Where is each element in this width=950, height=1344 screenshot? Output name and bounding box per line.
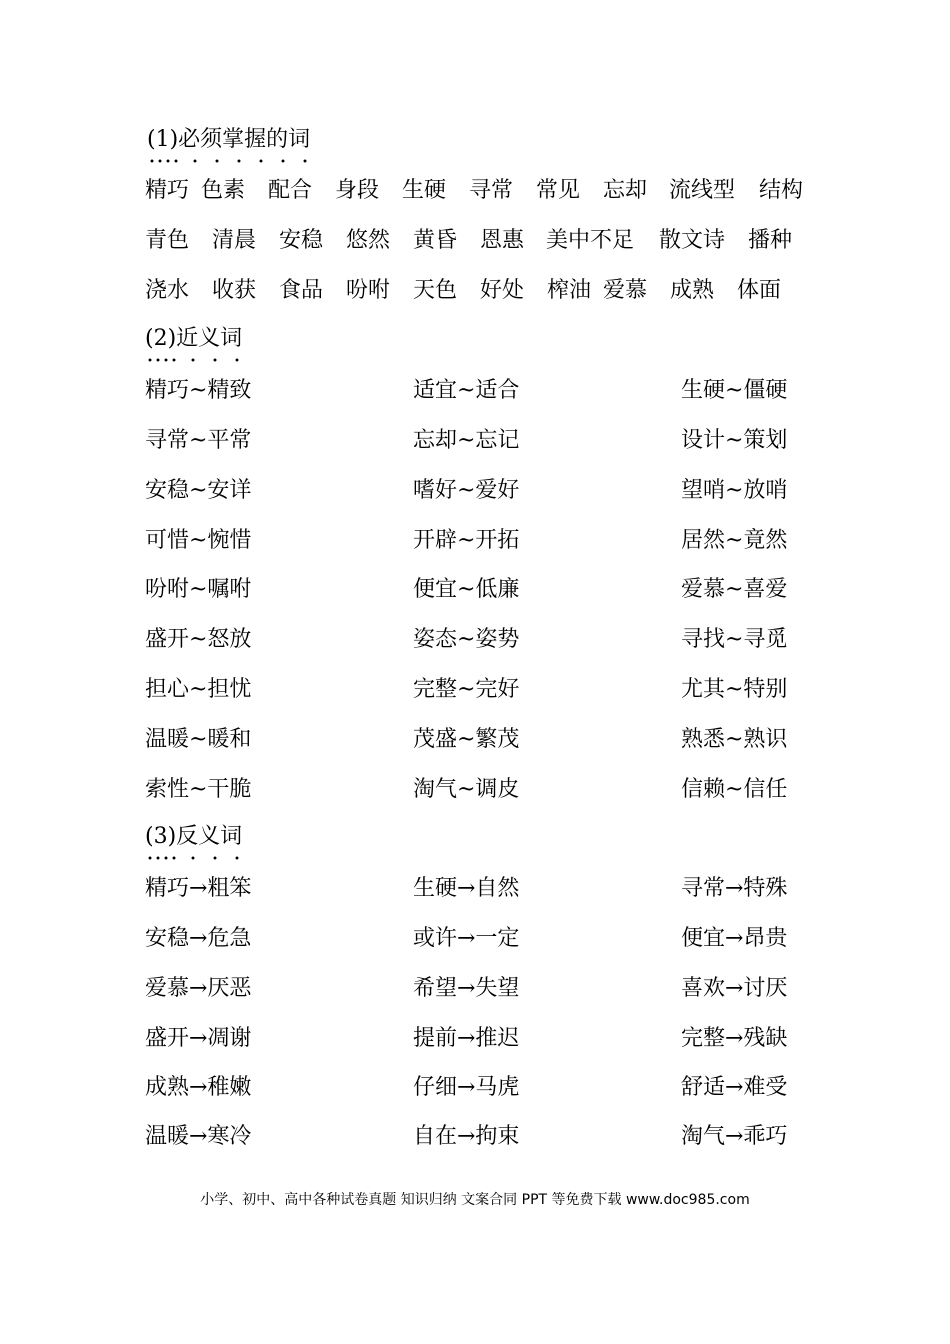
synonym-pair: 精巧~精致 [145, 378, 252, 403]
antonym-pair: 生硬→自然 [413, 876, 520, 901]
synonym-pair: 居然~竟然 [681, 528, 788, 553]
synonym-pair: 设计~策划 [681, 428, 788, 453]
synonym-pair: 茂盛~繁茂 [413, 727, 520, 752]
synonym-pair: 担心~担忧 [145, 677, 252, 702]
antonym-pair: 希望→失望 [413, 976, 520, 1001]
word: 体面 [737, 278, 782, 303]
word: 食品 [279, 278, 324, 303]
synonym-pair: 便宜~低廉 [413, 577, 520, 602]
section-title: 近义词 [176, 324, 242, 354]
word: 播种 [748, 228, 793, 253]
word: 恩惠 [480, 228, 525, 253]
synonym-pair: 淘气~调皮 [413, 777, 520, 802]
synonym-pair: 信赖~信任 [681, 777, 788, 802]
page-footer: 小学、初中、高中各种试卷真题 知识归纳 文案合同 PPT 等免费下载 www.doc985.com [200, 1192, 750, 1208]
section-number: (2) [145, 324, 176, 354]
synonym-pair: 熟悉~熟识 [681, 727, 788, 752]
word: 青色 [145, 228, 190, 253]
synonym-pair: 索性~干脆 [145, 777, 252, 802]
word: 美中不足 [546, 228, 635, 253]
word: 榨油 [547, 278, 592, 303]
synonym-pair: 尤其~特别 [681, 677, 788, 702]
synonym-pair: 忘却~忘记 [413, 428, 520, 453]
word: 黄昏 [413, 228, 458, 253]
antonym-pair: 淘气→乖巧 [681, 1124, 788, 1149]
synonym-pair: 适宜~适合 [413, 378, 520, 403]
synonym-pair: 姿态~姿势 [413, 627, 520, 652]
word: 生硬 [402, 178, 447, 203]
word: 清晨 [212, 228, 257, 253]
word: 寻常 [469, 178, 514, 203]
word: 色素 [201, 178, 246, 203]
word: 成熟 [670, 278, 715, 303]
synonym-pair: 开辟~开拓 [413, 528, 520, 553]
antonym-pair: 喜欢→讨厌 [681, 976, 788, 1001]
synonym-pair: 望哨~放哨 [681, 478, 788, 503]
section-number: (1) [147, 125, 178, 155]
antonym-pair: 舒适→难受 [681, 1075, 788, 1100]
antonym-pair: 成熟→稚嫩 [145, 1075, 252, 1100]
word: 收获 [212, 278, 257, 303]
section-title: 反义词 [176, 822, 242, 852]
synonym-pair: 盛开~怒放 [145, 627, 252, 652]
synonym-pair: 温暖~暖和 [145, 727, 252, 752]
antonym-pair: 寻常→特殊 [681, 876, 788, 901]
synonym-pair: 寻找~寻觅 [681, 627, 788, 652]
antonym-pair: 完整→残缺 [681, 1026, 788, 1051]
section-heading-synonyms [145, 324, 242, 354]
word: 吩咐 [346, 278, 391, 303]
word: 浇水 [145, 278, 190, 303]
antonym-pair: 安稳→危急 [145, 926, 252, 951]
synonym-pair: 安稳~安详 [145, 478, 252, 503]
synonym-pair: 生硬~僵硬 [681, 378, 788, 403]
synonym-pair: 爱慕~喜爱 [681, 577, 788, 602]
word: 爱慕 [603, 278, 648, 303]
antonym-pair: 温暖→寒冷 [145, 1124, 252, 1149]
word: 忘却 [603, 178, 648, 203]
word: 悠然 [346, 228, 391, 253]
section-heading-antonyms [145, 822, 242, 852]
section-number: (3) [145, 822, 176, 852]
word: 精巧 [145, 178, 190, 203]
antonym-pair: 提前→推迟 [413, 1026, 520, 1051]
antonym-pair: 仔细→马虎 [413, 1075, 520, 1100]
section-heading-must-master [147, 125, 310, 155]
word: 流线型 [669, 178, 736, 203]
word: 安稳 [279, 228, 324, 253]
antonym-pair: 精巧→粗笨 [145, 876, 252, 901]
word: 天色 [413, 278, 458, 303]
synonym-pair: 嗜好~爱好 [413, 478, 520, 503]
word: 配合 [268, 178, 313, 203]
section-title: 必须掌握的词 [178, 125, 310, 155]
antonym-pair: 盛开→凋谢 [145, 1026, 252, 1051]
word: 结构 [759, 178, 804, 203]
antonym-pair: 便宜→昂贵 [681, 926, 788, 951]
antonym-pair: 自在→拘束 [413, 1124, 520, 1149]
synonym-pair: 吩咐~嘱咐 [145, 577, 252, 602]
antonym-pair: 或许→一定 [413, 926, 520, 951]
synonym-pair: 寻常~平常 [145, 428, 252, 453]
antonym-pair: 爱慕→厌恶 [145, 976, 252, 1001]
synonym-pair: 可惜~惋惜 [145, 528, 252, 553]
synonym-pair: 完整~完好 [413, 677, 520, 702]
word: 散文诗 [659, 228, 726, 253]
word: 常见 [536, 178, 581, 203]
word: 身段 [335, 178, 380, 203]
word: 好处 [480, 278, 525, 303]
